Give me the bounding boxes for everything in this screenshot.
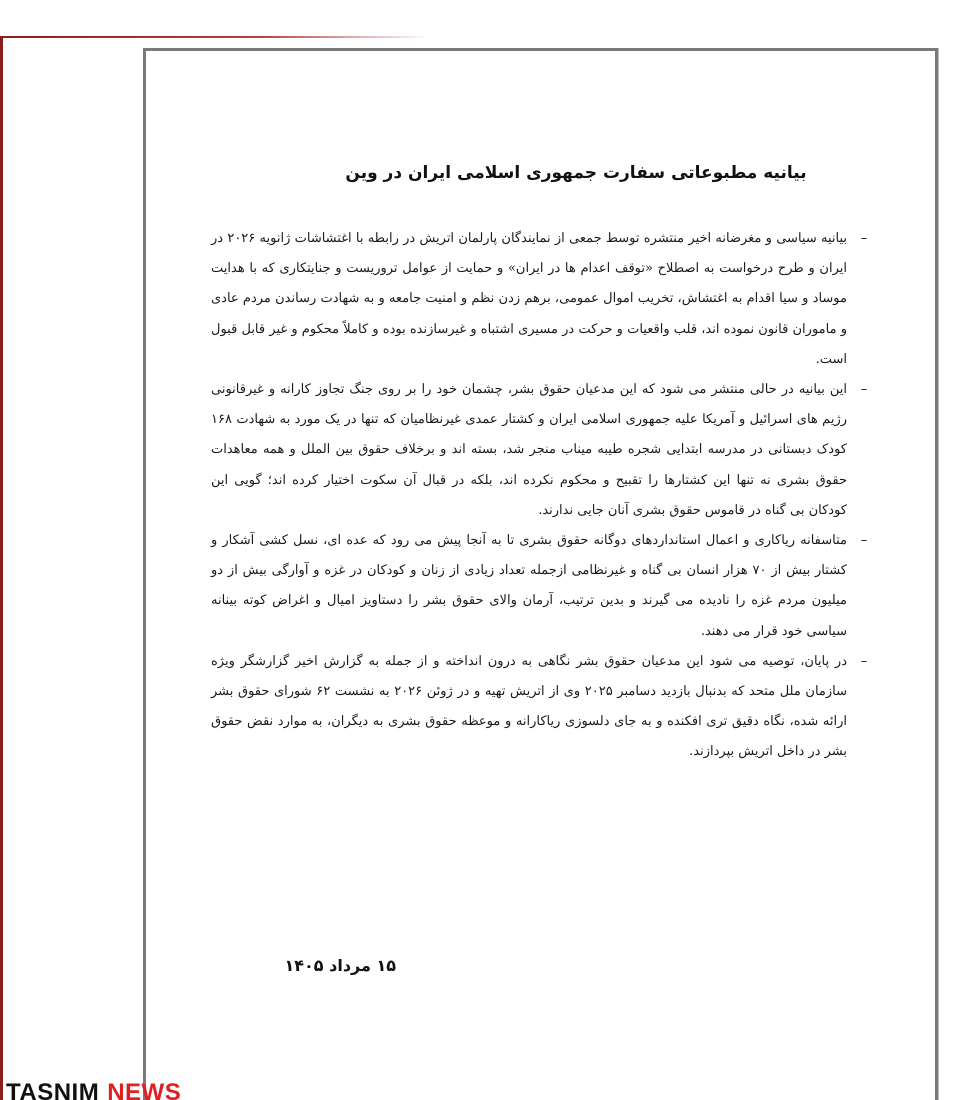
dash-bullet: – — [860, 231, 868, 246]
paragraph-text: این بیانیه در حالی منتشر می شود که این مدعیان حقوق بشر، چشمان خود را بر روی جنگ تجاوز کارانه و غیرقانونی رژیم های اسرائیل و آمریکا علیه جمهوری اسلامی ایران و کشتار عمدی غیرنظامیان که تنها در یک مورد به شهادت ۱۶۸ کودک دبستانی در مدرسه ابتدایی شجره طیبه میناب منجر شد، بسته اند و برخلاف حقوق بین الملل و همه معاهدات حقوق بشری نه تنها این کشتارها را تقبیح و محکوم نکرده اند، بلکه در قبال آن سکوت اختیار کرده اند؛ گویی این کودکان بی گناه در قاموس حقوق بشری آنان جایی ندارند. — [211, 382, 847, 518]
tasnim-news-watermark — [6, 1078, 181, 1100]
paragraph-text: بیانیه سیاسی و مغرضانه اخیر منتشره توسط جمعی از نمایندگان پارلمان اتریش در رابطه با اغتشاشات ژانویه ۲۰۲۶ در ایران و طرح درخواست به اصطلاح «توقف اعدام ها در ایران» و حمایت از عوامل تروریست و جنایتکاری که با هدایت موساد و سیا اقدام به اغتشاش، تخریب اموال عمومی، برهم زدن نظم و امنیت جامعه و به شهادت رساندن مردم عادی و ماموران قانون نموده اند، قلب واقعیات و حرکت در مسیری اشتباه و غیرسازنده بوده و کاملاً محکوم و غیر قابل قبول است. — [211, 231, 848, 367]
paragraph-2 — [211, 375, 871, 526]
dash-bullet: – — [860, 653, 868, 669]
paragraph-text: متاسفانه ریاکاری و اعمال استانداردهای دوگانه حقوق بشری تا به آنجا پیش می رود که عده ای، نسل کشی آشکار و کشتار بیش از ۷۰ هزار انسان بی گناه و غیرنظامی ازجمله تعداد زیادی از زنان و کودکان در غزه و آوارگی بیش از دو میلیون مردم غزه را نادیده می گیرند و بدین ترتیب، آرمان والای حقوق بشر را دستاویز امیال و اغراض کوته بینانه سیاسی خود قرار می دهند. — [211, 533, 847, 639]
paragraph-text: در پایان، توصیه می شود این مدعیان حقوق بشر نگاهی به درون انداخته و از جمله به گزارش اخیر گزارشگر ویژه سازمان ملل متحد که بدنبال بازدید دسامبر ۲۰۲۵ وی از اتریش تهیه و در ژوئن ۲۰۲۶ به نشست ۶۲ شورای حقوق بشر ارائه شده، نگاه دقیق تری افکنده و به جای دلسوزی ریاکارانه و موعظه حقوق بشری به دیگران، به موارد نقض حقوق بشر در داخل اتریش بپردازند. — [211, 653, 848, 760]
paragraph-list — [211, 224, 871, 768]
paragraph-1 — [211, 224, 871, 375]
dash-bullet: – — [860, 382, 868, 398]
watermark-news: NEWS — [107, 1079, 182, 1100]
paragraph-4 — [211, 647, 871, 768]
frame-accent-left — [0, 37, 3, 1100]
watermark-tasnim: TASNIM — [6, 1079, 100, 1100]
document-date: ۱۵ مرداد ۱۴۰۵ — [284, 956, 396, 975]
document-page — [143, 48, 938, 1100]
dash-bullet: – — [860, 533, 868, 549]
document-title: بیانیه مطبوعاتی سفارت جمهوری اسلامی ایران در وین — [345, 163, 807, 183]
frame-accent-top — [0, 36, 430, 38]
paragraph-3 — [211, 526, 871, 647]
